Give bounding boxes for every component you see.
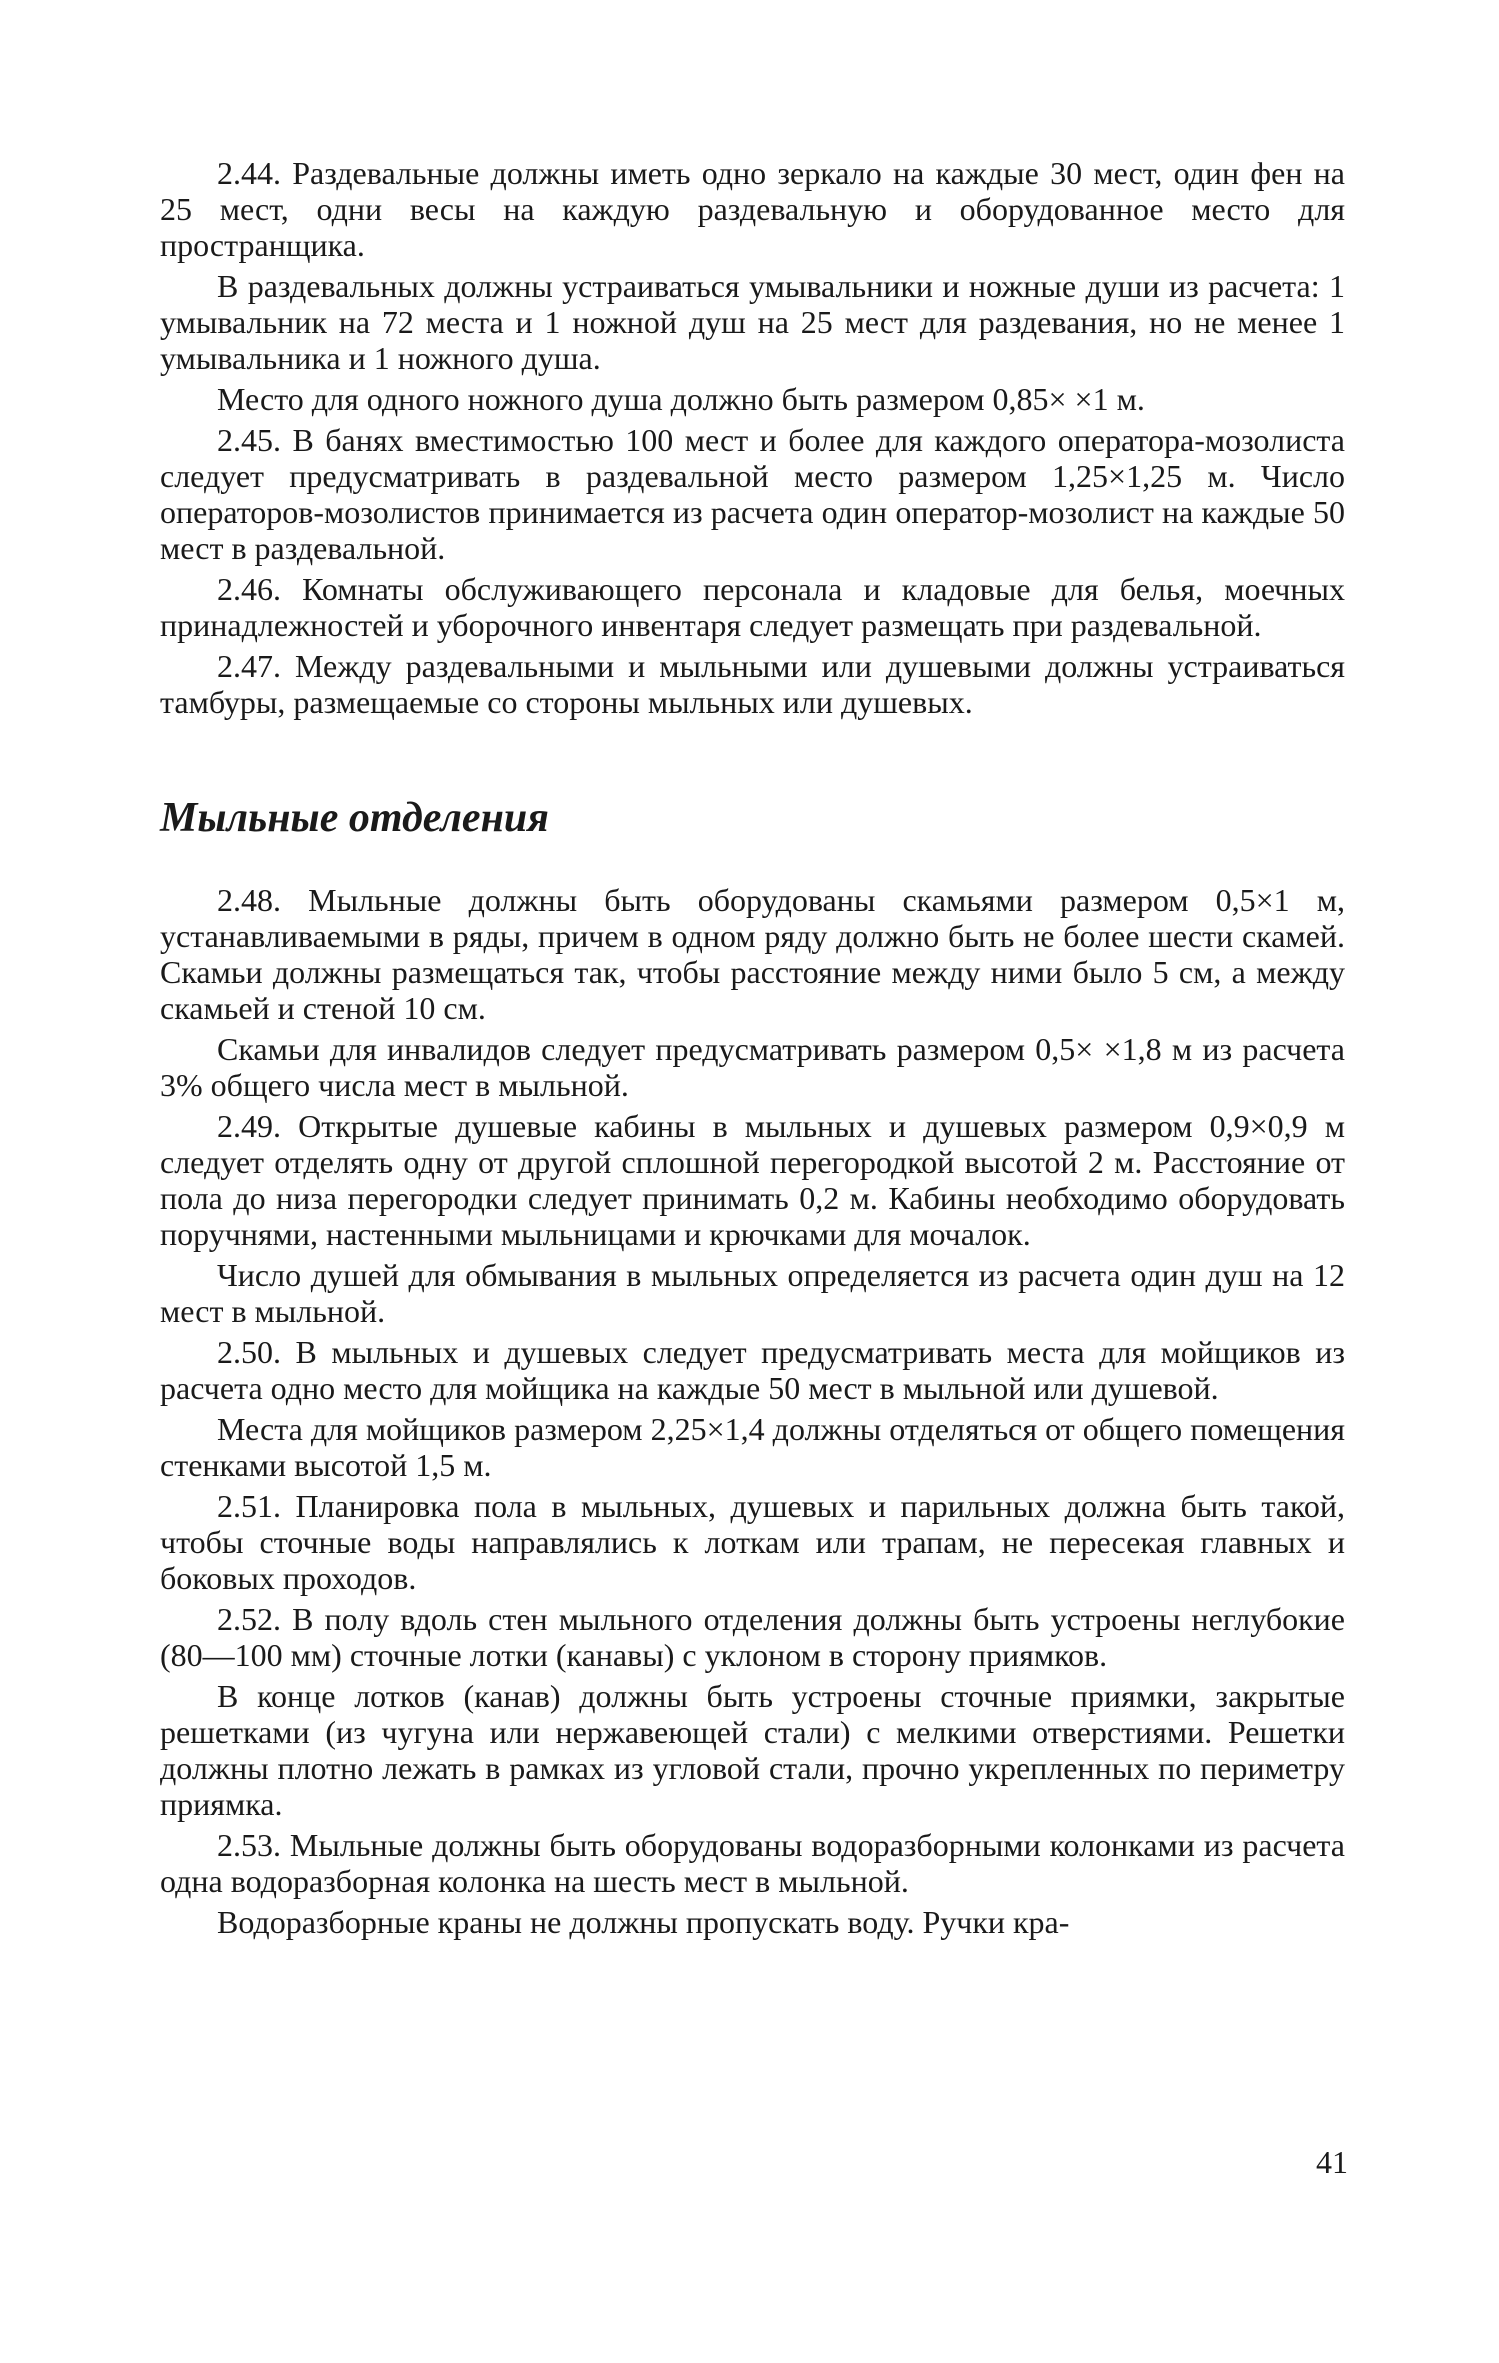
paragraph-showers-count: Число душей для обмывания в мыльных определяется из расчета один душ на 12 мест в мыльной. (160, 1257, 1345, 1329)
paragraph-2-47: 2.47. Между раздевальными и мыльными или душевыми должны устраиваться тамбуры, размещаемые со стороны мыльных или душевых. (160, 648, 1345, 720)
paragraph-2-50: 2.50. В мыльных и душевых следует предусматривать места для мойщиков из расчета одно место для мойщика на каждые 50 мест в мыльной или душевой. (160, 1334, 1345, 1406)
page-number: 41 (1316, 2144, 1348, 2180)
paragraph-disabled-benches: Скамьи для инвалидов следует предусматривать размером 0,5× ×1,8 м из расчета 3% общего числа мест в мыльной. (160, 1031, 1345, 1103)
page-body (160, 155, 1345, 1945)
paragraph-2-48: 2.48. Мыльные должны быть оборудованы скамьями размером 0,5×1 м, устанавливаемыми в ряды, причем в одном ряду должно быть не более шести скамей. Скамьи должны размещаться так, чтобы расстояние между ними было 5 см, а между скамьей и стеной 10 см. (160, 882, 1345, 1026)
paragraph-2-51: 2.51. Планировка пола в мыльных, душевых и парильных должна быть такой, чтобы сточные воды направлялись к лоткам или трапам, не пересекая главных и боковых проходов. (160, 1488, 1345, 1596)
paragraph-drain-pits: В конце лотков (канав) должны быть устроены сточные приямки, закрытые решетками (из чугуна или нержавеющей стали) с мелкими отверстиями. Решетки должны плотно лежать в рамках из угловой стали, прочно укрепленных по периметру приямка. (160, 1678, 1345, 1822)
paragraph-2-53: 2.53. Мыльные должны быть оборудованы водоразборными колонками из расчета одна водоразборная колонка на шесть мест в мыльной. (160, 1827, 1345, 1899)
paragraph-2-44: 2.44. Раздевальные должны иметь одно зеркало на каждые 30 мест, один фен на 25 мест, одни весы на каждую раздевальную и оборудованное место для пространщика. (160, 155, 1345, 263)
paragraph-washbasins: В раздевальных должны устраиваться умывальники и ножные души из расчета: 1 умывальник на 72 места и 1 ножной душ на 25 мест для раздевания, но не менее 1 умывальника и 1 ножного душа. (160, 268, 1345, 376)
paragraph-2-46: 2.46. Комнаты обслуживающего персонала и кладовые для белья, моечных принадлежностей и уборочного инвентаря следует размещать при раздевальной. (160, 571, 1345, 643)
paragraph-2-45: 2.45. В банях вместимостью 100 мест и более для каждого оператора-мозолиста следует предусматривать в раздевальной место размером 1,25×1,25 м. Число операторов-мозолистов принимается из расчета один оператор-мозолист на каждые 50 мест в раздевальной. (160, 422, 1345, 566)
paragraph-foot-shower-size: Место для одного ножного душа должно быть размером 0,85× ×1 м. (217, 381, 1145, 417)
paragraph-washer-places: Места для мойщиков размером 2,25×1,4 должны отделяться от общего помещения стенками высотой 1,5 м. (160, 1411, 1345, 1483)
paragraph-taps: Водоразборные краны не должны пропускать воду. Ручки кра- (217, 1904, 1070, 1940)
paragraph-2-49: 2.49. Открытые душевые кабины в мыльных и душевых размером 0,9×0,9 м следует отделять одну от другой сплошной перегородкой высотой 2 м. Расстояние от пола до низа перегородки следует принимать 0,2 м. Кабины необходимо оборудовать поручнями, настенными мыльницами и крючками для мочалок. (160, 1108, 1345, 1252)
section-heading: Мыльные отделения (160, 795, 549, 841)
paragraph-2-52: 2.52. В полу вдоль стен мыльного отделения должны быть устроены неглубокие (80—100 мм) сточные лотки (канавы) с уклоном в сторону приямков. (160, 1601, 1345, 1673)
